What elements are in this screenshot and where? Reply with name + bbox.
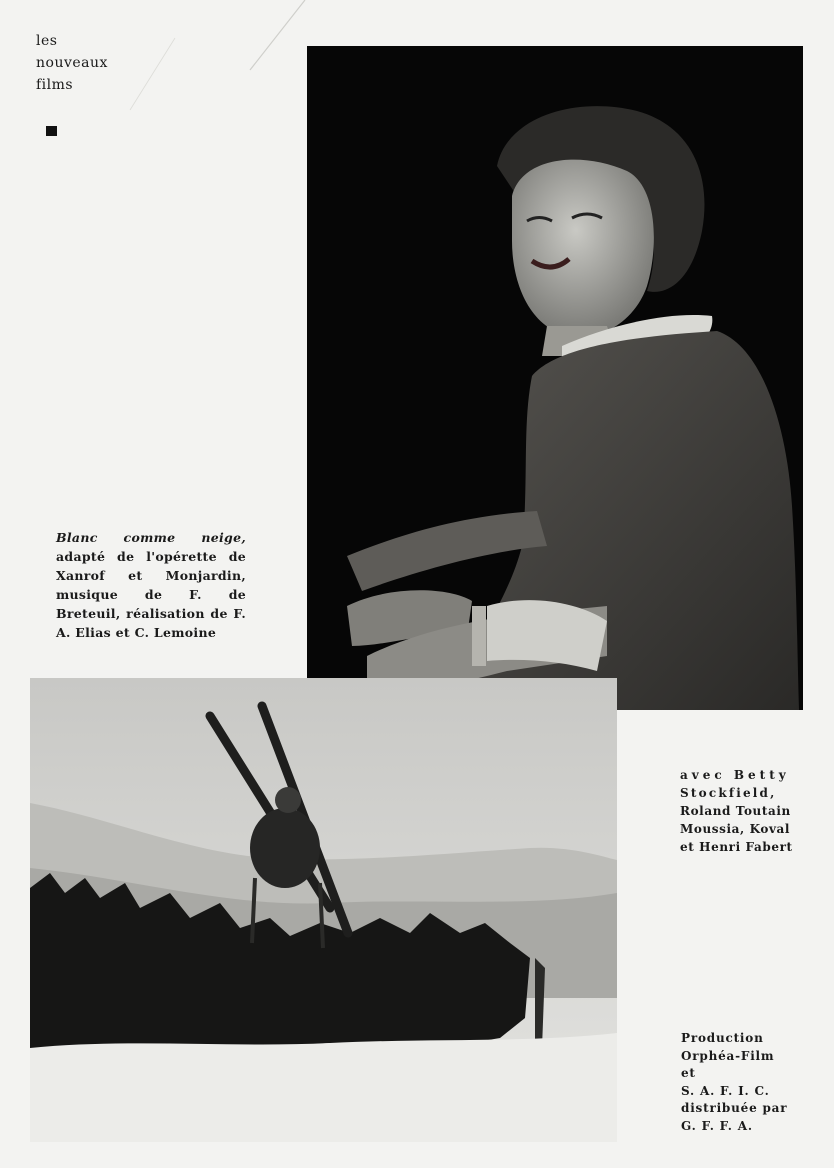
production-line-3: et: [681, 1066, 696, 1080]
cast-line-4: Moussia, Koval: [680, 822, 791, 836]
production-line-5: distribuée par: [681, 1101, 788, 1115]
cast-line-1: avec Betty: [680, 768, 790, 782]
portrait-photo: [307, 46, 803, 710]
production-line-6: G. F. F. A.: [681, 1118, 753, 1133]
header-line-films: films: [36, 77, 74, 93]
section-header: [36, 30, 108, 96]
cast-caption: [680, 766, 804, 856]
production-line-1: Production: [681, 1031, 764, 1045]
film-title: Blanc comme neige,: [56, 530, 246, 545]
production-caption: [681, 1030, 801, 1135]
cast-line-5: et Henri Fabert: [680, 840, 793, 854]
cast-line-2: Stockfield,: [680, 786, 777, 800]
film-description-text: adapté de l'opérette de Xanrof et Monjardin, musique de F. de Breteuil, réalisation de F. A. Elias et C. Lemoine: [56, 549, 246, 640]
header-line-nouveaux: nouveaux: [36, 55, 108, 71]
film-description-caption: [56, 528, 246, 642]
cast-line-3: Roland Toutain: [680, 804, 791, 818]
production-line-4: S. A. F. I. C.: [681, 1083, 770, 1098]
production-line-2: Orphéa-Film: [681, 1048, 775, 1063]
header-line-les: les: [36, 33, 58, 49]
skier-photo: [30, 678, 617, 1142]
square-bullet-icon: [46, 126, 57, 136]
